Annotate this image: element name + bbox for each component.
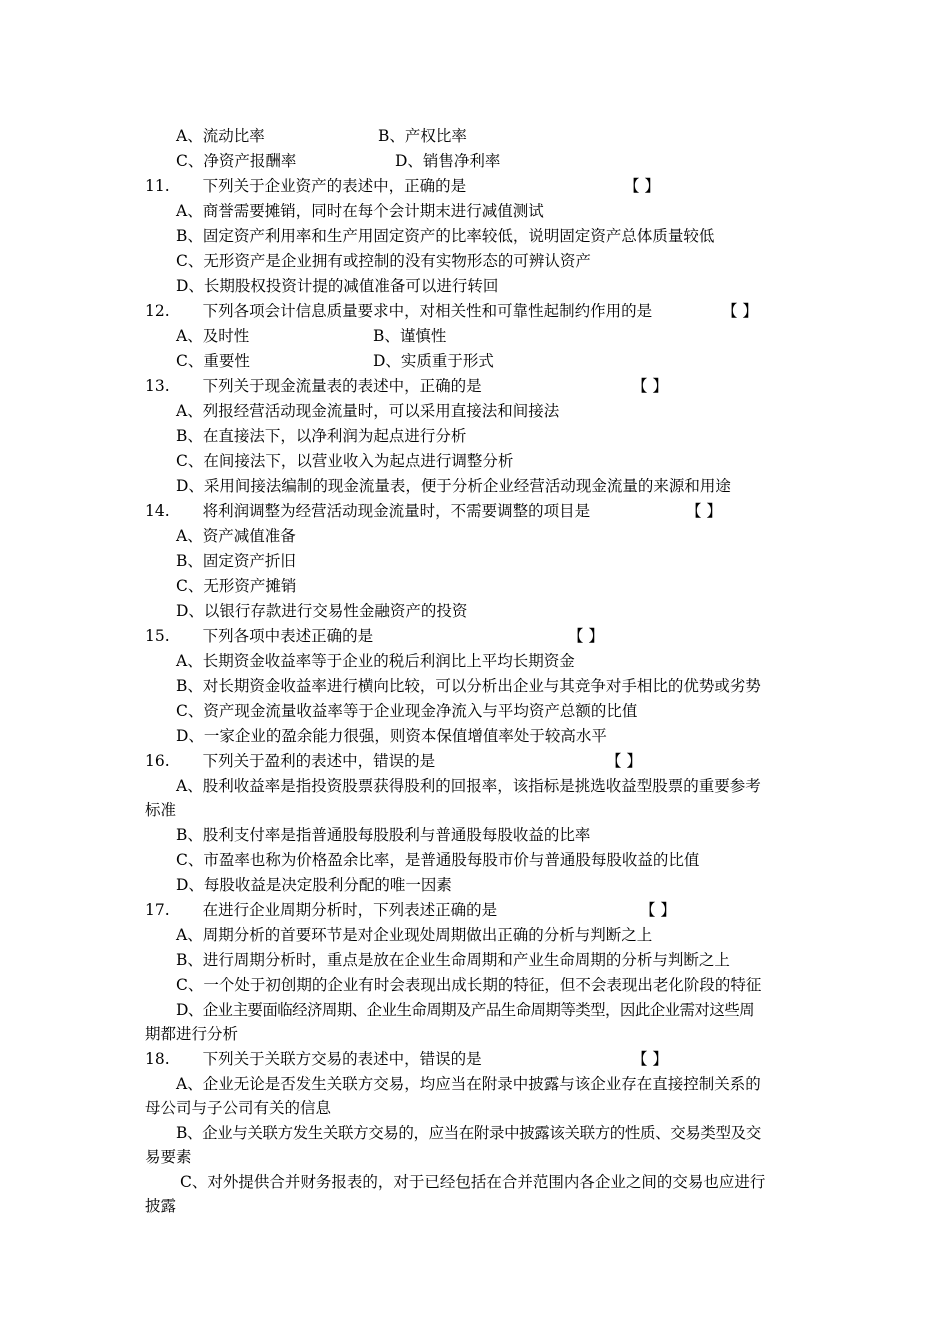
question-number: 13.	[145, 377, 170, 395]
option-continuation: 易要素	[145, 1148, 192, 1166]
question-text: 将利润调整为经营活动现金流量时，不需要调整的项目是	[202, 502, 591, 520]
question-text: 下列关于盈利的表述中，错误的是	[202, 752, 436, 770]
option-line: D、每股收益是决定股利分配的唯一因素	[176, 876, 452, 894]
question-number: 18.	[145, 1050, 170, 1068]
answer-bracket: 【 】	[568, 627, 604, 645]
option-line: C、无形资产是企业拥有或控制的没有实物形态的可辨认资产	[176, 252, 591, 270]
option-line: C、无形资产摊销	[176, 577, 297, 595]
option-line: B、对长期资金收益率进行横向比较，可以分析出企业与其竞争对手相比的优势或劣势	[176, 677, 761, 695]
option-continuation: 披露	[145, 1197, 177, 1215]
question-14	[145, 501, 590, 521]
question-text: 下列各项会计信息质量要求中，对相关性和可靠性起制约作用的是	[202, 302, 653, 320]
question-text: 下列关于企业资产的表述中，正确的是	[202, 177, 467, 195]
question-text: 下列关于关联方交易的表述中，错误的是	[202, 1050, 482, 1068]
option-line: A、商誉需要摊销，同时在每个会计期末进行减值测试	[176, 202, 544, 220]
option-line: C、在间接法下，以营业收入为起点进行调整分析	[176, 452, 514, 470]
answer-bracket: 【 】	[632, 377, 668, 395]
option-line: A、流动比率	[176, 127, 265, 145]
question-18	[145, 1049, 482, 1069]
option-line: B、谨慎性	[373, 327, 447, 345]
option-continuation: 期都进行分析	[145, 1025, 239, 1043]
option-line: A、周期分析的首要环节是对企业现处周期做出正确的分析与判断之上	[176, 926, 653, 944]
option-line: D、企业主要面临经济周期、企业生命周期及产品生命周期等类型，因此企业需对这些周	[176, 1001, 755, 1019]
option-line: B、固定资产利用率和生产用固定资产的比率较低，说明固定资产总体质量较低	[176, 227, 715, 245]
option-line: C、资产现金流量收益率等于企业现金净流入与平均资产总额的比值	[176, 702, 638, 720]
option-continuation: 标准	[145, 801, 177, 819]
question-number: 17.	[145, 901, 170, 919]
question-number: 16.	[145, 752, 170, 770]
question-17	[145, 900, 497, 920]
question-text: 下列各项中表述正确的是	[202, 627, 374, 645]
option-line: A、列报经营活动现金流量时，可以采用直接法和间接法	[176, 402, 560, 420]
option-line: D、采用间接法编制的现金流量表，便于分析企业经营活动现金流量的来源和用途	[176, 477, 731, 495]
answer-bracket: 【 】	[606, 752, 642, 770]
option-line: D、长期股权投资计提的减值准备可以进行转回	[176, 277, 499, 295]
option-line: D、实质重于形式	[373, 352, 494, 370]
answer-bracket: 【 】	[624, 177, 660, 195]
question-12	[145, 301, 652, 321]
option-line: C、市盈率也称为价格盈余比率，是普通股每股市价与普通股每股收益的比值	[176, 851, 700, 869]
question-number: 12.	[145, 302, 170, 320]
answer-bracket: 【 】	[640, 901, 676, 919]
option-line: B、固定资产折旧	[176, 552, 296, 570]
answer-bracket: 【 】	[632, 1050, 668, 1068]
question-15	[145, 626, 373, 646]
option-line: C、一个处于初创期的企业有时会表现出成长期的特征，但不会表现出老化阶段的特征	[176, 976, 762, 994]
option-line: B、股利支付率是指普通股每股股利与普通股每股收益的比率	[176, 826, 591, 844]
option-line: C、净资产报酬率	[176, 152, 297, 170]
option-line: A、股利收益率是指投资股票获得股利的回报率，该指标是挑选收益型股票的重要参考	[176, 777, 761, 795]
option-line: C、重要性	[176, 352, 250, 370]
option-line: B、企业与关联方发生关联方交易的，应当在附录中披露该关联方的性质、交易类型及交	[176, 1124, 761, 1142]
option-line: C、对外提供合并财务报表的，对于已经包括在合并范围内各企业之间的交易也应进行	[180, 1173, 766, 1191]
option-line: D、销售净利率	[395, 152, 501, 170]
question-number: 14.	[145, 502, 170, 520]
option-line: A、及时性	[176, 327, 250, 345]
option-line: A、长期资金收益率等于企业的税后利润比上平均长期资金	[176, 652, 575, 670]
option-line: A、资产减值准备	[176, 527, 296, 545]
question-13	[145, 376, 482, 396]
answer-bracket: 【 】	[686, 502, 722, 520]
answer-bracket: 【 】	[722, 302, 758, 320]
option-line: D、以银行存款进行交易性金融资产的投资	[176, 602, 468, 620]
question-text: 下列关于现金流量表的表述中，正确的是	[202, 377, 482, 395]
question-16	[145, 751, 435, 771]
option-line: B、产权比率	[378, 127, 467, 145]
option-line: D、一家企业的盈余能力很强，则资本保值增值率处于较高水平	[176, 727, 607, 745]
option-continuation: 母公司与子公司有关的信息	[145, 1099, 332, 1117]
question-number: 11.	[145, 177, 170, 195]
question-11	[145, 176, 466, 196]
question-text: 在进行企业周期分析时，下列表述正确的是	[202, 901, 498, 919]
question-number: 15.	[145, 627, 170, 645]
option-line: B、在直接法下，以净利润为起点进行分析	[176, 427, 467, 445]
option-line: A、企业无论是否发生关联方交易，均应当在附录中披露与该企业存在直接控制关系的	[176, 1075, 761, 1093]
option-line: B、进行周期分析时，重点是放在企业生命周期和产业生命周期的分析与判断之上	[176, 951, 730, 969]
